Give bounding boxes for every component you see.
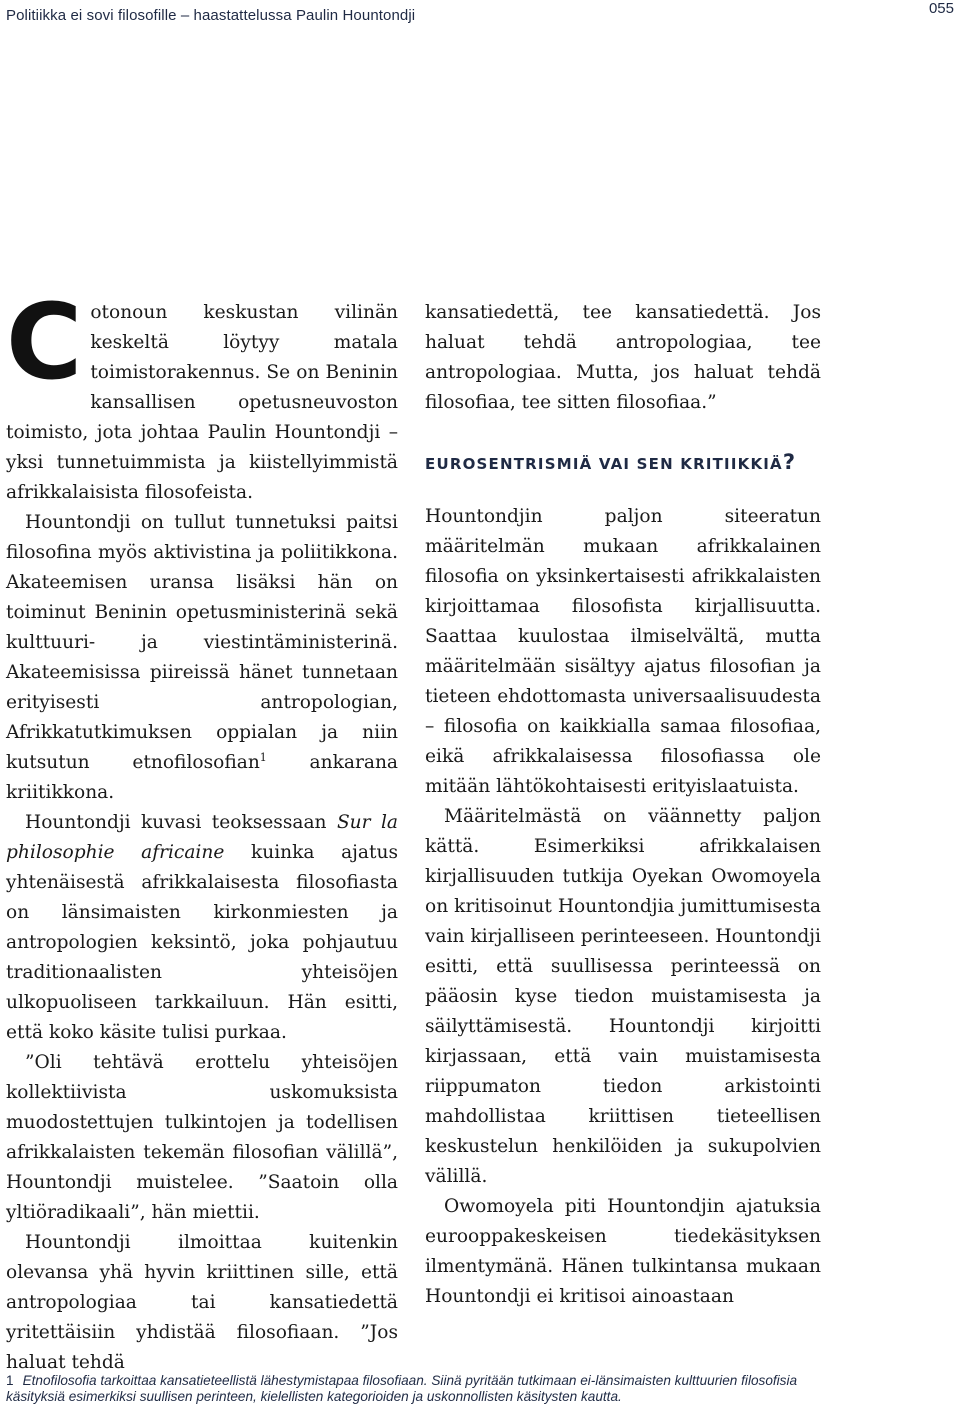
paragraph-activism xyxy=(6,508,398,808)
paragraph-eurocentric xyxy=(425,1192,821,1312)
running-title: Politiikka ei sovi filosofille – haastattelussa Paulin Hountondji xyxy=(6,7,416,24)
footnote-marker: 1 xyxy=(259,751,267,764)
lead-paragraph-text: otonoun keskustan vilinän keskeltä löytyy matala toimistorakennus. Se on Beninin kansallisen opetusneuvoston toimisto, jota johtaa Paulin Hountondji – yksi tunnetuimmista ja kiistellyimmistä afrikkalaisista filosofeista. xyxy=(6,302,398,503)
footnote-number: 1 xyxy=(6,1373,14,1388)
section-subheading-question-mark: ? xyxy=(782,450,797,474)
paragraph-critical xyxy=(6,1228,398,1378)
paragraph-critical-text: Hountondji ilmoittaa kuitenkin olevansa yhä hyvin kriittinen sille, että antropologiaa tai kansatiedettä yritettäisiin yhdistää filosofiaan. ”Jos haluat tehdä xyxy=(6,1232,398,1373)
book-title: Sur la philosophie africaine xyxy=(6,812,398,863)
section-subheading xyxy=(425,447,821,479)
paragraph-eurocentric-text: Owomoyela piti Hountondjin ajatuksia eurooppakeskeisen tiedekäsityksen ilmentymänä. Hänen tulkintansa mukaan Hountondji ei kritisoi ainoastaan xyxy=(425,1196,821,1307)
paragraph-owomoyela xyxy=(425,802,821,1192)
paragraph-book-intro: Hountondji kuvasi teoksessaan xyxy=(25,812,337,833)
paragraph-continued xyxy=(425,298,821,418)
paragraph-definition xyxy=(425,502,821,802)
drop-cap: C xyxy=(6,281,83,403)
paragraph-activism-tail: ankarana kriitikkona. xyxy=(6,752,398,803)
paragraph-activism-text: Hountondji on tullut tunnetuksi paitsi filosofina myös aktivistina ja poliitikkona. Akateemisen uransa lisäksi hän on toiminut Beninin opetusministerinä sekä kulttuuri- ja viestintäministerinä. Akateemisissa piireissä hänet tunnetaan erityisesti antropologian, Afrikkatutkimuksen oppialan ja niin kutsutun etnofilosofian xyxy=(6,512,398,773)
left-column xyxy=(6,281,398,1378)
section-subheading-text: EUROSENTRISMIÄ VAI SEN KRITIIKKIÄ xyxy=(425,455,783,473)
page-number: 055 xyxy=(928,0,954,17)
paragraph-book-body: kuinka ajatus yhtenäisestä afrikkalaisesta filosofiasta on länsimaisten kirkonmiesten ja antropologien keksintö, joka pohjautuu traditionaalisten yhteisöjen ulkopuoliseen tarkkailuun. Hän esitti, että koko käsite tulisi purkaa. xyxy=(6,842,398,1043)
footnote-text: Etnofilosofia tarkoittaa kansatieteellistä lähestymistapaa filosofiaan. Siinä pyritään tutkimaan ei-länsimaisten kulttuurien filosofisia käsityksiä esimerkiksi suullisen perinteen, kielellisten kategorioiden ja uskonnollisten käsitysten kautta. xyxy=(6,1373,798,1404)
paragraph-quote xyxy=(6,1048,398,1228)
paragraph-definition-text: Hountondjin paljon siteeratun määritelmän mukaan afrikkalainen filosofia on yksinkertaisesti afrikkalaisten kirjoittamaa filosofista kirjallisuutta. Saattaa kuulostaa ilmiselvältä, mutta määritelmään sisältyy ajatus filosofian ja tieteen ehdottomasta universaalisuudesta – filosofia on kaikkialla samaa filosofiaa, eikä afrikkalaisessa filosofiassa ole mitään lähtökohtaisesti erityislaatuista. xyxy=(425,506,821,797)
paragraph-owomoyela-text: Määritelmästä on väännetty paljon kättä. Esimerkiksi afrikkalaisen kirjallisuuden tutkija Oyekan Owomoyela on kritisoinut Hountondjia jumittumisesta vain kirjalliseen perinteeseen. Hountondji esitti, että suullisessa perinteessä on pääosin kyse tiedon muistamisesta ja säilyttämisestä. Hountondji kirjoitti kirjassaan, että vain muistamisesta riippumaton tiedon arkistointi mahdollistaa kriittisen tieteellisen keskustelun henkilöiden ja sukupolvien välillä. xyxy=(425,806,821,1187)
paragraph-continued-text: kansatiedettä, tee kansatiedettä. Jos haluat tehdä antropologiaa, tee antropologiaa. Mutta, jos haluat tehdä filosofiaa, tee sitten filosofiaa.” xyxy=(425,302,821,413)
footnote xyxy=(6,1373,826,1405)
paragraph-sur-la-philosophie xyxy=(6,808,398,1048)
paragraph-quote-text: ”Oli tehtävä erottelu yhteisöjen kollektiivista uskomuksista muodostettujen tulkintojen ja todellisen afrikkalaisten tekemän filosofian välillä”, Hountondji muistelee. ”Saatoin olla yltiöradikaali”, hän miettii. xyxy=(6,1052,398,1223)
right-column xyxy=(425,298,821,1312)
